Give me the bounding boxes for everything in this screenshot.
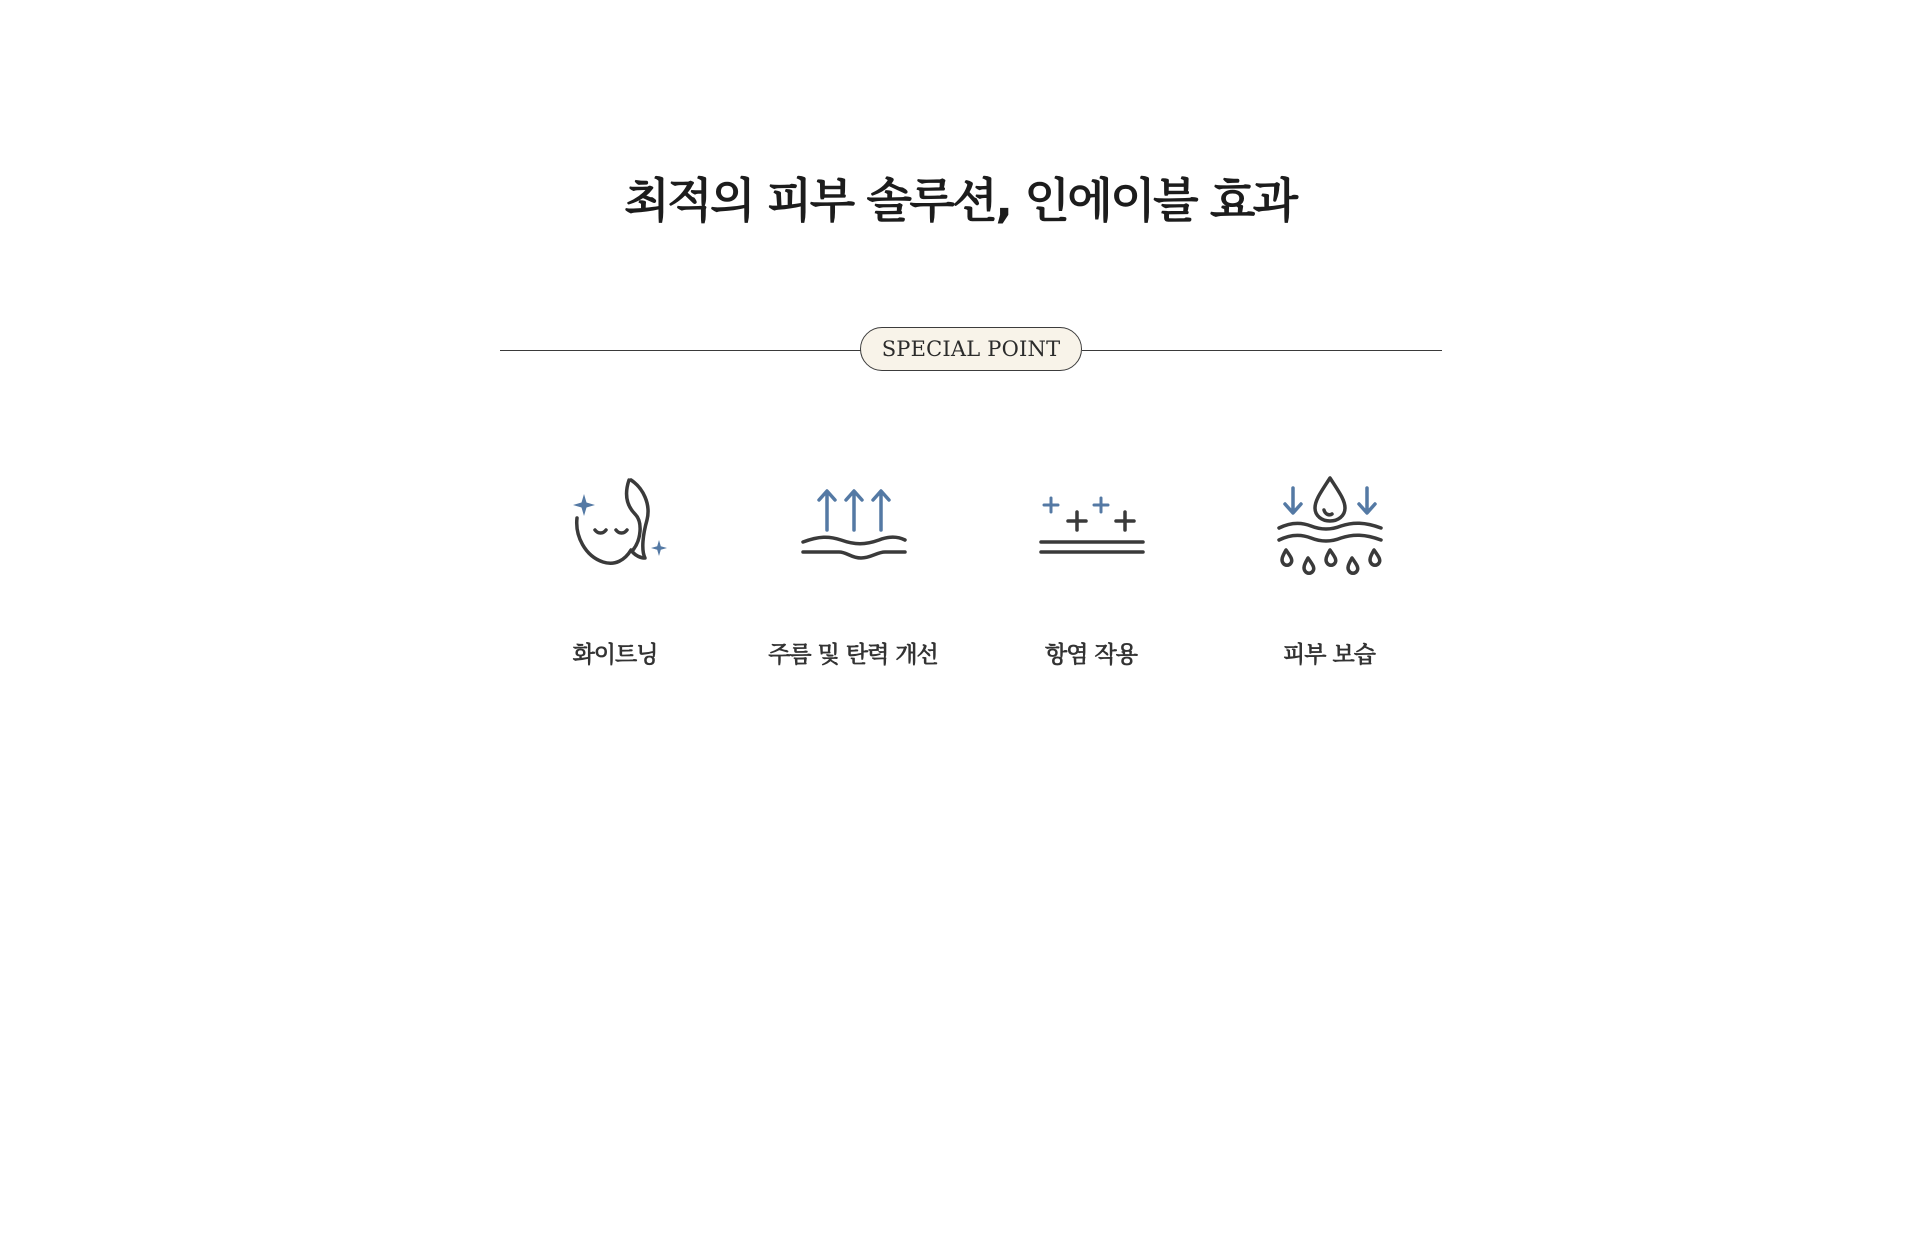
feature-whitening — [495, 464, 735, 684]
feature-moisturizing — [1209, 464, 1449, 684]
feature-label: 피부 보습 — [1283, 642, 1375, 668]
special-point-badge: SPECIAL POINT — [860, 327, 1082, 371]
divider-line-left — [500, 350, 862, 351]
sparkle-layers-icon — [1031, 464, 1151, 584]
lift-arrows-icon — [793, 464, 913, 584]
section-divider — [500, 327, 1442, 375]
feature-label: 항염 작용 — [1045, 642, 1137, 668]
face-sparkle-icon — [555, 464, 675, 584]
page-title: 최적의 피부 솔루션, 인에이블 효과 — [624, 174, 1296, 229]
feature-label: 화이트닝 — [572, 642, 658, 668]
feature-list — [0, 464, 1920, 684]
divider-line-right — [1082, 350, 1442, 351]
moisture-drop-icon — [1269, 464, 1389, 584]
feature-wrinkle-elasticity — [733, 464, 973, 684]
feature-anti-inflammatory — [971, 464, 1211, 684]
feature-label: 주름 및 탄력 개선 — [768, 642, 938, 668]
